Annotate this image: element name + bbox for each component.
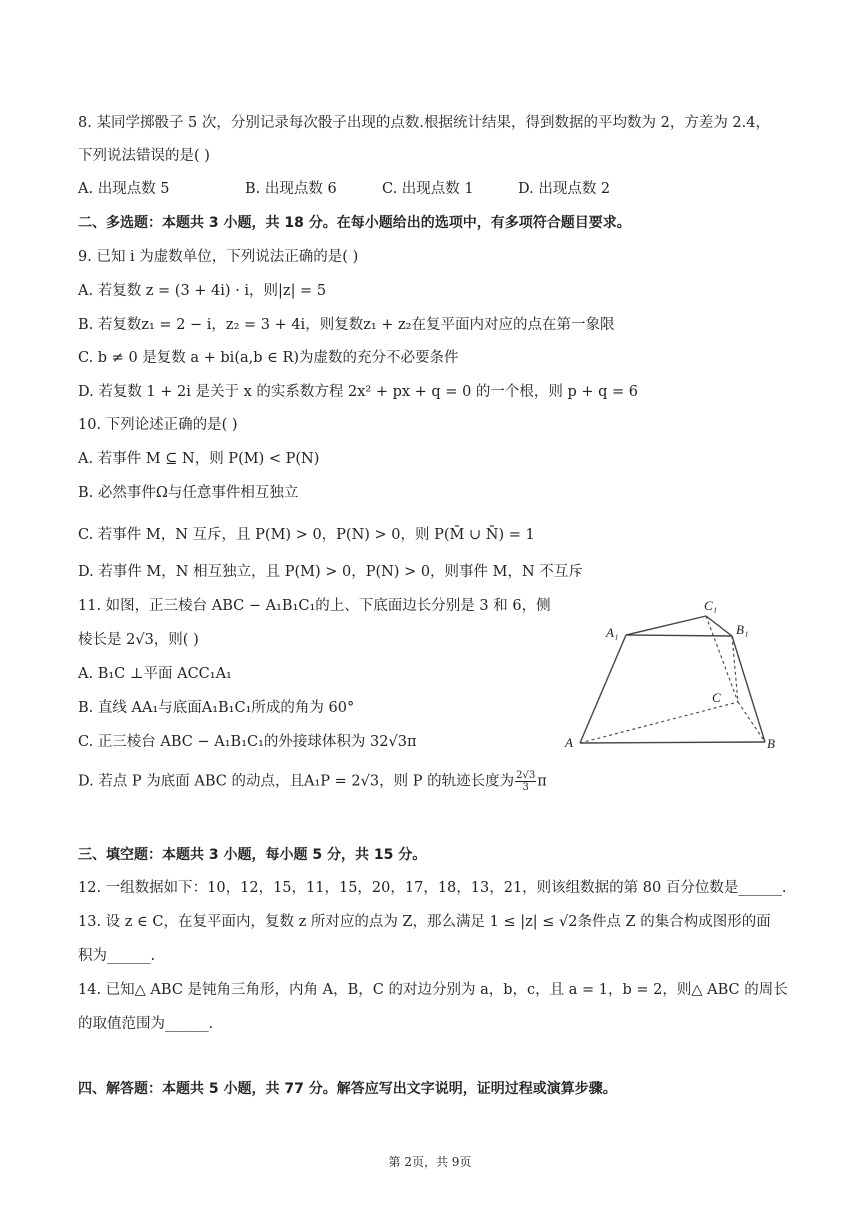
page-footer: 第 2页，共 9页 [388, 1155, 472, 1169]
q13-line1: 13. 设 z ∈ C，在复平面内，复数 z 所对应的点为 Z，那么满足 1 ≤ |z| ≤ √2条件点 Z 的集合构成图形的面 [78, 914, 771, 930]
q8-stem-line2: 下列说法错误的是( ) [78, 148, 210, 164]
q8-option-a: A. 出现点数 5 [78, 181, 170, 197]
vertex-label-c1: C₁ [704, 598, 718, 613]
q11-stem-line1: 11. 如图，正三棱台 ABC − A₁B₁C₁的上、下底面边长分别是 3 和 6，侧 [78, 598, 551, 614]
edge-c-b [738, 702, 765, 742]
q14-line2: 的取值范围为______. [78, 1016, 214, 1032]
edge-a-a1 [580, 635, 626, 743]
q10-option-c: C. 若事件 M，N 互斥，且 P(M) > 0，P(N) > 0，则 P(M̄ ∪ N̄) = 1 [78, 527, 535, 543]
q12-text: 12. 一组数据如下：10，12，15，11，15，20，17，18，13，21，则该组数据的第 80 百分位数是______. [78, 880, 787, 896]
edge-a-b [580, 742, 765, 743]
q9-option-d: D. 若复数 1 + 2i 是关于 x 的实系数方程 2x² + px + q = 0 的一个根，则 p + q = 6 [78, 384, 639, 400]
q8-option-c: C. 出现点数 1 [382, 181, 474, 197]
q11-option-d-fraction [515, 770, 536, 793]
q11-option-d-text: D. 若点 P 为底面 ABC 的动点，且A₁P = 2√3，则 P 的轨迹长度为 [78, 773, 515, 790]
fraction-numerator: 2√3 [516, 770, 536, 781]
q9-option-a: A. 若复数 z = (3 + 4i) · i，则|z| = 5 [78, 283, 327, 299]
edge-b-b1 [732, 636, 765, 742]
section-2-heading: 二、多选题：本题共 3 小题，共 18 分。在每小题给出的选项中，有多项符合题目要求。 [78, 215, 631, 231]
vertex-label-a1: A₁ [606, 625, 619, 640]
q11-option-a: A. B₁C ⊥平面 ACC₁A₁ [78, 666, 232, 682]
q11-option-d [78, 770, 547, 793]
q10-option-d: D. 若事件 M，N 相互独立，且 P(M) > 0，P(N) > 0，则事件 M，N 不互斥 [78, 564, 583, 580]
q13-line2: 积为______. [78, 948, 156, 964]
q8-option-d: D. 出现点数 2 [518, 181, 611, 197]
section-3-heading: 三、填空题：本题共 3 小题，每小题 5 分，共 15 分。 [78, 847, 427, 863]
fraction-denominator: 3 [522, 782, 529, 793]
q10-option-a: A. 若事件 M ⊆ N，则 P(M) < P(N) [78, 451, 320, 467]
q8-stem-line1: 8. 某同学掷骰子 5 次，分别记录每次骰子出现的点数.根据统计结果，得到数据的平均数为 2，方差为 2.4， [78, 115, 770, 131]
q11-option-c: C. 正三棱台 ABC − A₁B₁C₁的外接球体积为 32√3π [78, 734, 417, 750]
edge-a-c [580, 702, 738, 743]
q14-line1: 14. 已知△ ABC 是钝角三角形，内角 A，B，C 的对边分别为 a，b，c，且 a = 1，b = 2，则△ ABC 的周长 [78, 982, 788, 998]
frustum-figure [560, 590, 790, 755]
q11-stem-line2: 棱长是 2√3，则( ) [78, 632, 199, 648]
q8-option-b: B. 出现点数 6 [245, 181, 337, 197]
q11-option-b: B. 直线 AA₁与底面A₁B₁C₁所成的角为 60° [78, 700, 355, 716]
q9-stem: 9. 已知 i 为虚数单位，下列说法正确的是( ) [78, 249, 359, 265]
section-4-heading: 四、解答题：本题共 5 小题，共 77 分。解答应写出文字说明，证明过程或演算步骤。 [78, 1081, 617, 1097]
q10-stem: 10. 下列论述正确的是( ) [78, 417, 238, 433]
q10-option-b: B. 必然事件Ω与任意事件相互独立 [78, 485, 299, 501]
edge-c1-b1 [706, 616, 732, 636]
q9-option-c: C. b ≠ 0 是复数 a + bi(a,b ∈ R)为虚数的充分不必要条件 [78, 350, 459, 366]
edge-a1-c1 [626, 616, 706, 635]
vertex-label-b1: B₁ [736, 622, 749, 637]
vertex-label-c: C [712, 690, 721, 705]
edge-a1-b1 [626, 635, 732, 636]
q8-options [78, 179, 778, 199]
q11-option-d-pi: π [537, 773, 547, 790]
q9-option-b: B. 若复数z₁ = 2 − i，z₂ = 3 + 4i，则复数z₁ + z₂在复平面内对应的点在第一象限 [78, 317, 615, 333]
vertex-label-a: A [565, 735, 573, 750]
vertex-label-b: B [767, 736, 775, 751]
